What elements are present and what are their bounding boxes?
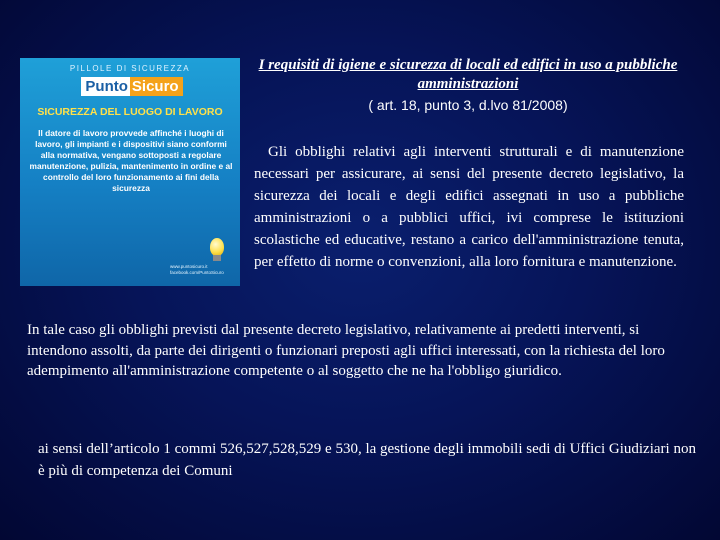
paragraph-2: In tale caso gli obblighi previsti dal presente decreto legislativo, relativamente ai predetti interventi, si intendono assolti, da parte dei dirigenti o funzionari preposti agli uffici interessati, con la richiesta del loro adempimento all'amministrazione competente o al soggetto che ne ha l'obbligo giuridico. [27, 322, 665, 379]
poster-image [20, 58, 240, 286]
slide-subtitle: ( art. 18, punto 3, d.lvo 81/2008) [368, 97, 568, 113]
poster-footer [170, 264, 236, 276]
poster-header: PILLOLE DI SICUREZZA [69, 64, 191, 73]
paragraph-1: Gli obblighi relativi agli interventi strutturali e di manutenzione necessari per assicurare, ai sensi del presente decreto legislativo, la sicurezza dei locali e degli edifici assegnati in uso a pubbliche amministrazioni o a pubblici uffici, ivi comprese le istituzioni scolastiche ed educative, restano a carico dell'amministrazione tenuta, per effetto di norme o convenzioni, alla loro fornitura e manutenzione. [254, 144, 684, 270]
poster-subtitle: SICUREZZA DEL LUOGO DI LAVORO [37, 106, 223, 118]
puntosicuro-logo [80, 76, 184, 96]
paragraph-3: ai sensi dell’articolo 1 commi 526,527,528,529 e 530, la gestione degli immobili sedi di Uffici Giudiziari non è più di competenza dei Comuni [38, 441, 696, 479]
logo-part-2: Sicuro [130, 77, 183, 96]
poster-footer-line-1: www.puntosicuro.it [170, 264, 208, 269]
slide-title: I requisiti di igiene e sicurezza di locali ed edifici in uso a pubbliche amministrazioni [258, 57, 678, 92]
lightbulb-base-icon [213, 255, 221, 261]
poster-footer-line-2: facebook.com/PuntoSicuro [170, 270, 224, 275]
poster-body: Il datore di lavoro provvede affinché i luoghi di lavoro, gli impianti e i dispositivi siano conformi alla normativa, vengano sottoposti a regolare manutenzione, pulizia, mantenimento in ordine e al controllo del loro funzionamento ai fini della sicurezza [29, 128, 233, 193]
lightbulb-icon [210, 238, 224, 256]
logo-part-1: Punto [81, 77, 130, 96]
